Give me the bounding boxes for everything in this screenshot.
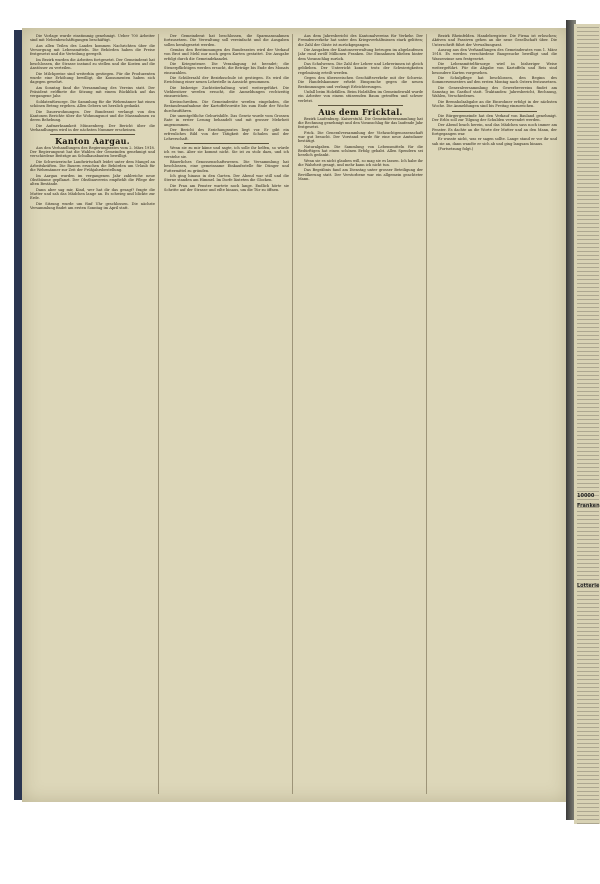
paragraph: Die Frau am Fenster wartete noch lange. Endlich hörte sie Schritte auf der Strasse und eilte hinaus, um die Tür zu öffnen. [164, 183, 289, 192]
paragraph: Die Generalversammlung des Gewerbevereins findet am Samstag im Gasthof statt. Traktanden: Jahresbericht, Rechnung, Wahlen, Verschiedenes. [432, 85, 557, 99]
book-binding [14, 30, 22, 800]
section-divider [50, 134, 135, 135]
section-heading-aargau: Kanton Aargau. [55, 136, 130, 147]
paragraph: Die Vorlage wurde einstimmig genehmigt. Ueber 700 Arbeiter sind mit Nebenbeschäftigungen beschäftigt. [30, 34, 155, 43]
section-divider [184, 143, 269, 144]
section-heading-fricktal: Aus dem Fricktal. [318, 107, 403, 118]
adjacent-page-text-lines [577, 24, 599, 824]
paragraph: Die bisherige Zuchtstierhaltung wird weitergeführt. Die Viehbesitzer werden ersucht, die Anmeldungen rechtzeitig einzureichen. [164, 85, 289, 99]
paragraph: Aus allen Teilen des Landes kommen Nachrichten über die Versorgung mit Lebensmitteln. Die Behörden haben die Preise festgesetzt und die Verteilung geregelt. [30, 43, 155, 57]
column-1 [30, 34, 159, 794]
adjacent-page-edge [574, 24, 600, 824]
paragraph: Die Sitzung wurde um fünf Uhr geschlossen. Die nächste Versammlung findet am ersten Sonntag im April statt. [30, 201, 155, 211]
paragraph: Bezirk Rheinfelden. Handelsregister. Die Firma ist erloschen; Aktiven und Passiven gehen an die neue Gesellschaft über. Die Unterschrift führt der Verwaltungsrat. [432, 34, 557, 47]
paragraph: Auszug aus den Verhandlungen des Gemeinderates vom 1. März 1918. Es werden verschiedene Baugesuche bewilligt und die Wasserzinse neu festgesetzt. [432, 48, 557, 61]
paragraph: Die Lebensmittelfürsorge wird in bisheriger Weise weitergeführt. Für die Abgabe von Kartoffeln und Reis sind besondere Karten vorgesehen. [432, 62, 557, 75]
paragraph: Bäuerliches Genossenschaftswesen. Die Versammlung hat beschlossen, eine gemeinsame Einkaufsstelle für Dünger und Futtermittel zu gründen. [164, 159, 289, 173]
paragraph: Die Kriegssteuer. Die Veranlagung ist beendet; die Steuerpflichtigen werden ersucht, die Beträge bis Ende des Monats einzuzahlen. [164, 62, 289, 75]
column-2-text [164, 34, 289, 192]
paragraph: Kreisschreiben. Die Gemeinderäte werden eingeladen, die Bestandesaufnahme der Kartoffelvorräte bis zum Ende der Woche durchzuführen. [164, 99, 289, 113]
paragraph: Die Brennholzabgabe an die Einwohner erfolgt in der nächsten Woche. Die Anmeldungen sind bis Freitag einzureichen. [432, 99, 557, 109]
paragraph: Der Bericht des Erziehungsrates liegt vor. Er gibt ein erfreuliches Bild von der Tätigkeit der Schulen und der Lehrerschaft. [164, 127, 289, 141]
paragraph: Dann aber sag mir, Kind, wer hat dir das gesagt? fragte die Mutter und sah das Mädchen lange an. Es schwieg und blickte zur Erde. [30, 187, 155, 201]
paragraph: Die unentgeltliche Geburtshilfe. Das Gesetz wurde vom Grossen Rate in erster Lesung behandelt und mit grosser Mehrheit angenommen. [164, 113, 289, 127]
paragraph: Die Bürgergemeinde hat den Verkauf von Bauland genehmigt. Der Erlös soll zur Tilgung der Schulden verwendet werden. [432, 113, 557, 122]
paragraph: Das Schulwesen. Die Zahl der Lehrer und Lehrerinnen ist gleich geblieben. Der Unterricht konnte trotz der Schwierigkeiten regelmässig erteilt werden. [298, 62, 423, 75]
section-divider [318, 105, 403, 106]
paragraph: Das Begräbnis fand am Dienstag unter grosser Beteiligung der Bevölkerung statt. Der Verstorbene war ein allgemein geachteter Mann. [298, 168, 423, 181]
paragraph: Bezirk Laufenburg. Kaiserstuhl. Die Gemeindeversammlung hat die Rechnung genehmigt und den Voranschlag für das laufende Jahr festgesetzt. [298, 116, 423, 130]
section-divider [452, 111, 537, 112]
paragraph: Im Bezirk wurden die Arbeiten fortgesetzt. Der Gemeinderat hat beschlossen, die Strasse instand zu stellen und die Kosten auf die Anstösser zu verteilen. [30, 57, 155, 71]
paragraph: Aus dem Jahresbericht des Kantonalvereins für Verkehr. Der Fremdenverkehr hat unter den Kriegsverhältnissen stark gelitten; die Zahl der Gäste ist zurückgegangen. [298, 34, 423, 47]
paragraph: Die Ausgaben der Kantonsverwaltung betrugen im abgelaufenen Jahr rund zwölf Millionen Franken. Die Einnahmen blieben hinter dem Voranschlag zurück. [298, 48, 423, 61]
column-2 [164, 34, 293, 794]
paragraph: Die Schülerzahl der Bezirksschule ist gestiegen. Es wird die Errichtung einer neuen Lehrstelle in Aussicht genommen. [164, 76, 289, 85]
paragraph: Der Abend brach herein, und das Mädchen sass noch immer am Fenster. Es dachte an die Worte der Mutter und an den Mann, der fortgegangen war. [432, 123, 557, 136]
adjacent-page-ad: Franken [577, 503, 600, 509]
paragraph: (Fortsetzung folgt.) [438, 146, 474, 151]
paragraph: Naturalgaben. Die Sammlung von Lebensmitteln für die Bedürftigen hat einen schönen Erfolg gehabt. Allen Spendern sei herzlich gedankt. [298, 144, 423, 158]
paragraph: Die Milchpreise sind weiterhin gestiegen. Für die Produzenten wurde eine Erhöhung bewilligt, die Konsumenten haben sich dagegen gewehrt. [30, 71, 155, 85]
paragraph: Die Dauerwohnungen. Der Bundesrat verlangt von den Kantonen Berichte über die Wohnungsnot und die Massnahmen zu deren Behebung. [30, 109, 155, 123]
paragraph: Die Schulpflege hat beschlossen, den Beginn des Sommersemesters auf den ersten Montag nach Ostern festzusetzen. [432, 76, 557, 85]
paragraph: Wenn sie es nicht glauben will, so mag sie es lassen. Ich habe ihr die Wahrheit gesagt, und mehr kann ich nicht tun. [298, 158, 423, 167]
paragraph: Im Aargau wurden im vergangenen Jahr zahlreiche neue Obstbäume gepflanzt. Der Obstbauverein empfiehlt die Pflege der alten Bestände. [30, 173, 155, 187]
paragraph: Gemäss den Bestimmungen des Bundesrates wird der Verkauf von Brot und Mehl nur noch gegen Karten gestattet. Die Ausgabe erfolgt durch die Gemeindekanzlei. [164, 48, 289, 61]
column-3 [298, 34, 427, 794]
paragraph: Der Gemeinderat hat beschlossen, die Sparmassnahmen fortzusetzen. Die Verwaltung soll vereinfacht und die Ausgaben sollen herabgesetzt werden. [164, 34, 289, 47]
paragraph: Ich ging hinaus in den Garten. Der Abend war still und die Sterne standen am Himmel. Im Dorfe läuteten die Glocken. [164, 173, 289, 183]
paragraph: Unfall beim Holzfällen. Beim Holzfällen im Gemeindewald wurde ein Arbeiter von einem stürzenden Baum getroffen und schwer verletzt. [298, 90, 423, 103]
paragraph: Er wusste nicht, was er sagen sollte. Lange stand er vor ihr und sah sie an, dann wandte er sich ab und ging langsam hinaus. [432, 137, 557, 146]
paragraph: Soldatenfürsorge. Die Sammlung für die Wehrmänner hat einen schönen Betrag ergeben. Allen Gebern sei herzlich gedankt. [30, 99, 155, 109]
column-1-text [30, 34, 155, 210]
paragraph: Gegen den überseeischen Geschäftsverkehr mit der Schweiz. Die Handelskammer erhebt Einsprache gegen die neuen Bestimmungen und verlangt Erleichterungen. [298, 76, 423, 89]
paragraph: Die Schweizerische Landwirtschaft leidet unter dem Mangel an Arbeitskräften. Die Bauern ersuchen die Behörden um Urlaub für die Wehrmänner zur Zeit der Frühjahrsbestellung. [30, 159, 155, 173]
paragraph: Wenn sie zu mir käme und sagte, ich solle ihr helfen, so würde ich es tun. Aber sie kommt nicht. Sie ist zu stolz dazu, und ich verstehe sie. [164, 145, 289, 159]
paragraph: Frick. Die Generalversammlung der Viehzuchtgenossenschaft war gut besucht. Der Vorstand wurde für eine neue Amtsdauer bestätigt. [298, 130, 423, 144]
paragraph: Aus den Verhandlungen des Regierungsrates vom 2. März 1918. Der Regierungsrat hat die Wahlen der Gemeinden genehmigt und verschiedene Beiträge an Schulhausbauten bewilligt. [30, 145, 155, 159]
adjacent-page-ad: 10000 [577, 493, 595, 499]
paragraph: Am Sonntag fand die Versammlung des Vereins statt. Der Präsident eröffnete die Sitzung mit einem Rückblick auf das vergangene Jahr. [30, 85, 155, 99]
column-container [30, 34, 560, 794]
column-3-text [298, 34, 423, 181]
adjacent-page-ad: Lotterie [577, 583, 600, 589]
column-4 [432, 34, 560, 794]
newspaper-page [22, 28, 568, 802]
column-4-text [432, 34, 557, 151]
paragraph: Die Aufmerksamkeit Münzenberg. Der Bericht über die Verhandlungen wird in der nächsten Nummer erscheinen. [30, 123, 155, 132]
